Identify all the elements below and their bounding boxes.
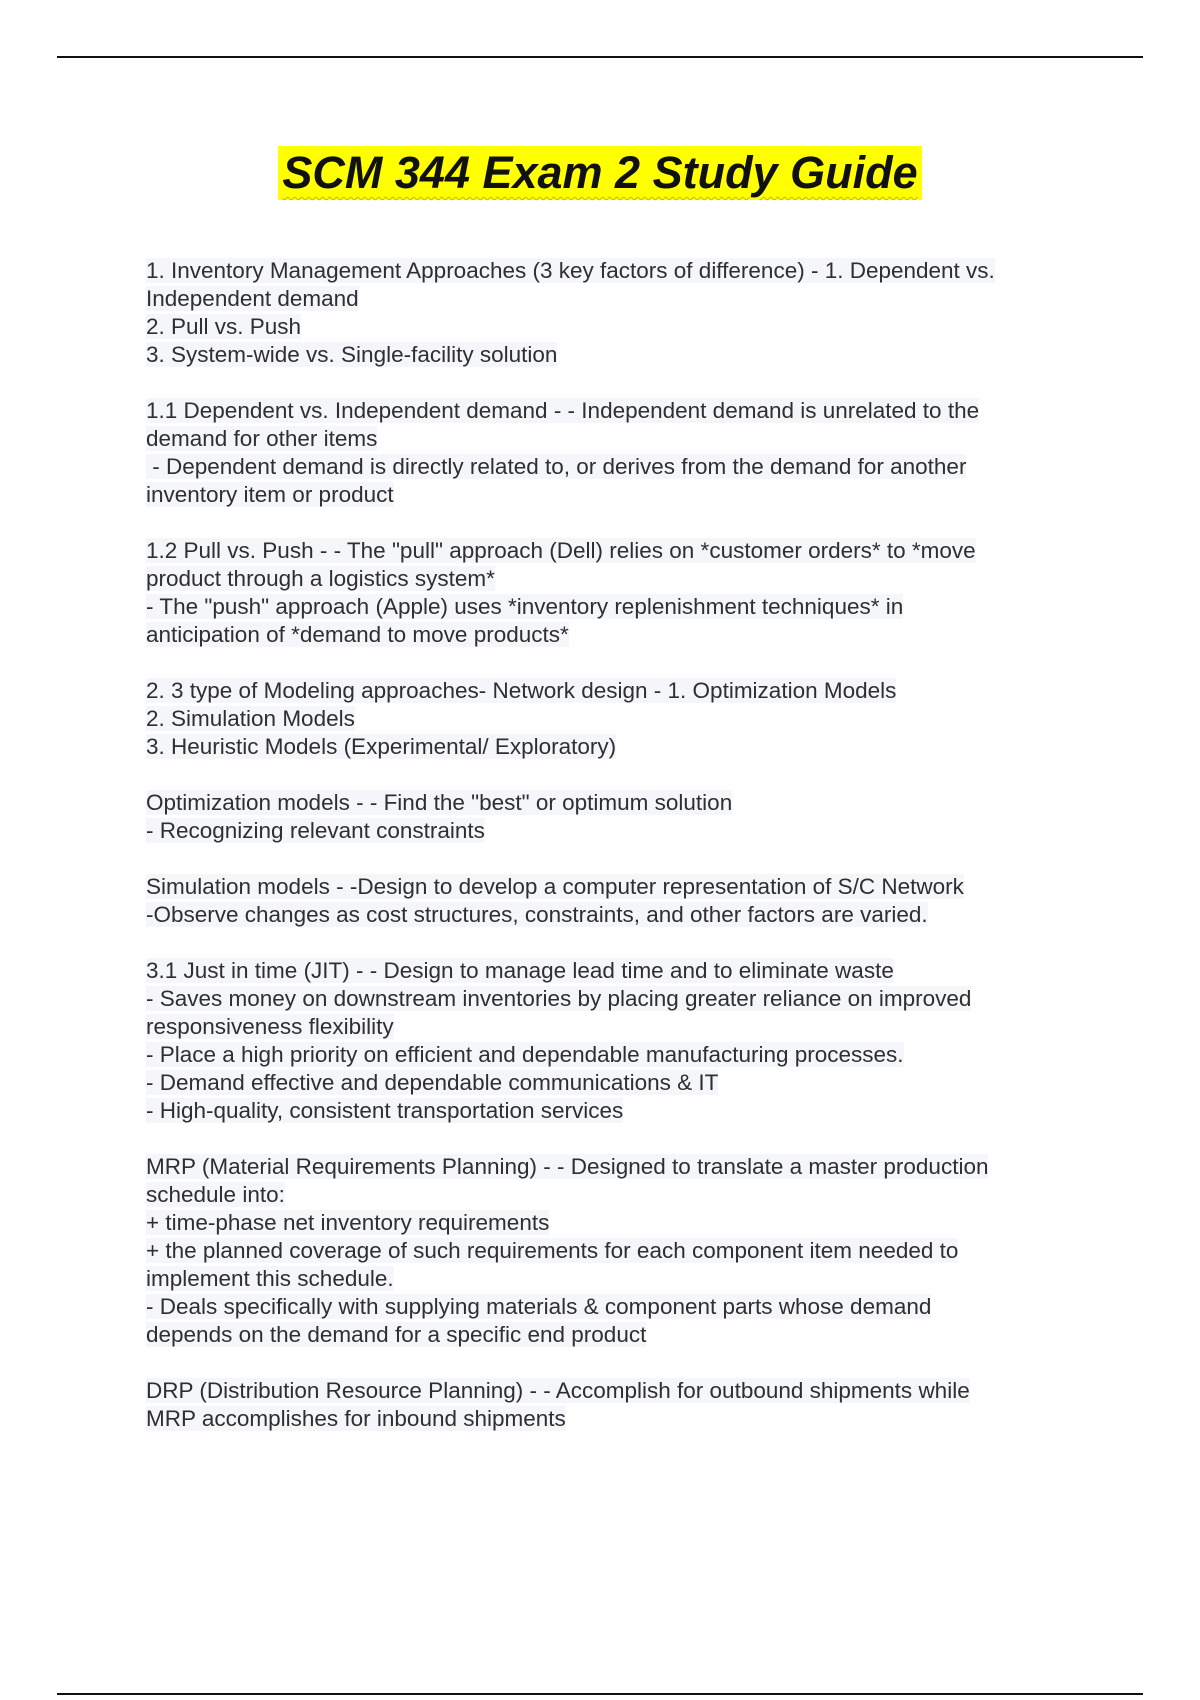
- document-body: [146, 257, 1086, 1461]
- text-line-content: - Recognizing relevant constraints: [146, 818, 485, 843]
- text-line: [146, 453, 1086, 481]
- text-line-content: MRP (Material Requirements Planning) - - Designed to translate a master production: [146, 1154, 989, 1179]
- text-line: [146, 873, 1086, 901]
- text-line: [146, 705, 1086, 733]
- study-paragraph: [146, 537, 1086, 649]
- text-line: [146, 1209, 1086, 1237]
- text-line: [146, 481, 1086, 509]
- text-line-content: 1.2 Pull vs. Push - - The "pull" approach (Dell) relies on *customer orders* to *move: [146, 538, 976, 563]
- text-line-content: + time-phase net inventory requirements: [146, 1210, 550, 1235]
- text-line-content: responsiveness flexibility: [146, 1014, 394, 1039]
- text-line: [146, 425, 1086, 453]
- text-line-content: DRP (Distribution Resource Planning) - - Accomplish for outbound shipments while: [146, 1378, 970, 1403]
- text-line: [146, 957, 1086, 985]
- text-line: [146, 901, 1086, 929]
- study-paragraph: [146, 873, 1086, 929]
- text-line: [146, 1265, 1086, 1293]
- text-line: [146, 1013, 1086, 1041]
- study-paragraph: [146, 1153, 1086, 1349]
- text-line-content: - Dependent demand is directly related to, or derives from the demand for another: [146, 454, 967, 479]
- text-line-content: 1.1 Dependent vs. Independent demand - - Independent demand is unrelated to the: [146, 398, 980, 423]
- text-line: [146, 593, 1086, 621]
- study-paragraph: [146, 1377, 1086, 1433]
- text-line: [146, 817, 1086, 845]
- text-line-content: product through a logistics system*: [146, 566, 495, 591]
- study-paragraph: [146, 789, 1086, 845]
- text-line: [146, 985, 1086, 1013]
- text-line-content: inventory item or product: [146, 482, 394, 507]
- text-line-content: - Place a high priority on efficient and dependable manufacturing processes.: [146, 1042, 904, 1067]
- text-line-content: - Saves money on downstream inventories by placing greater reliance on improved: [146, 986, 972, 1011]
- top-rule: [57, 56, 1143, 58]
- text-line-content: 1. Inventory Management Approaches (3 key factors of difference) - 1. Dependent vs.: [146, 258, 995, 283]
- text-line: [146, 1069, 1086, 1097]
- text-line-content: demand for other items: [146, 426, 378, 451]
- text-line-content: 3.1 Just in time (JIT) - - Design to manage lead time and to eliminate waste: [146, 958, 894, 983]
- text-line: [146, 341, 1086, 369]
- text-line-content: - Deals specifically with supplying materials & component parts whose demand: [146, 1294, 932, 1319]
- text-line: [146, 1181, 1086, 1209]
- text-line-content: -Observe changes as cost structures, constraints, and other factors are varied.: [146, 902, 928, 927]
- text-line: [146, 1237, 1086, 1265]
- text-line-content: depends on the demand for a specific end product: [146, 1322, 647, 1347]
- study-paragraph: [146, 957, 1086, 1125]
- text-line: [146, 1293, 1086, 1321]
- text-line: [146, 733, 1086, 761]
- text-line: [146, 313, 1086, 341]
- text-line-content: Independent demand: [146, 286, 359, 311]
- text-line: [146, 1405, 1086, 1433]
- text-line: [146, 1377, 1086, 1405]
- text-line-content: 2. Pull vs. Push: [146, 314, 302, 339]
- title-container: [0, 146, 1200, 200]
- study-paragraph: [146, 397, 1086, 509]
- text-line: [146, 1153, 1086, 1181]
- study-paragraph: [146, 677, 1086, 761]
- text-line-content: - The "push" approach (Apple) uses *inventory replenishment techniques* in: [146, 594, 904, 619]
- text-line: [146, 285, 1086, 313]
- text-line: [146, 565, 1086, 593]
- text-line-content: Optimization models - - Find the "best" or optimum solution: [146, 790, 733, 815]
- text-line: [146, 1321, 1086, 1349]
- text-line-content: 2. 3 type of Modeling approaches- Network design - 1. Optimization Models: [146, 678, 897, 703]
- text-line-content: - Demand effective and dependable communications & IT: [146, 1070, 719, 1095]
- text-line: [146, 1041, 1086, 1069]
- text-line: [146, 257, 1086, 285]
- text-line-content: 3. Heuristic Models (Experimental/ Exploratory): [146, 734, 617, 759]
- text-line-content: 3. System-wide vs. Single-facility solution: [146, 342, 558, 367]
- text-line: [146, 677, 1086, 705]
- text-line: [146, 1097, 1086, 1125]
- text-line-content: Simulation models - -Design to develop a computer representation of S/C Network: [146, 874, 964, 899]
- text-line-content: anticipation of *demand to move products*: [146, 622, 569, 647]
- text-line-content: schedule into:: [146, 1182, 285, 1207]
- text-line-content: - High-quality, consistent transportation services: [146, 1098, 624, 1123]
- text-line: [146, 397, 1086, 425]
- text-line: [146, 621, 1086, 649]
- document-title: SCM 344 Exam 2 Study Guide: [278, 146, 921, 200]
- study-paragraph: [146, 257, 1086, 369]
- bottom-rule: [57, 1693, 1143, 1695]
- text-line-content: MRP accomplishes for inbound shipments: [146, 1406, 566, 1431]
- text-line-content: implement this schedule.: [146, 1266, 394, 1291]
- text-line-content: + the planned coverage of such requirements for each component item needed to: [146, 1238, 959, 1263]
- text-line-content: 2. Simulation Models: [146, 706, 355, 731]
- text-line: [146, 537, 1086, 565]
- text-line: [146, 789, 1086, 817]
